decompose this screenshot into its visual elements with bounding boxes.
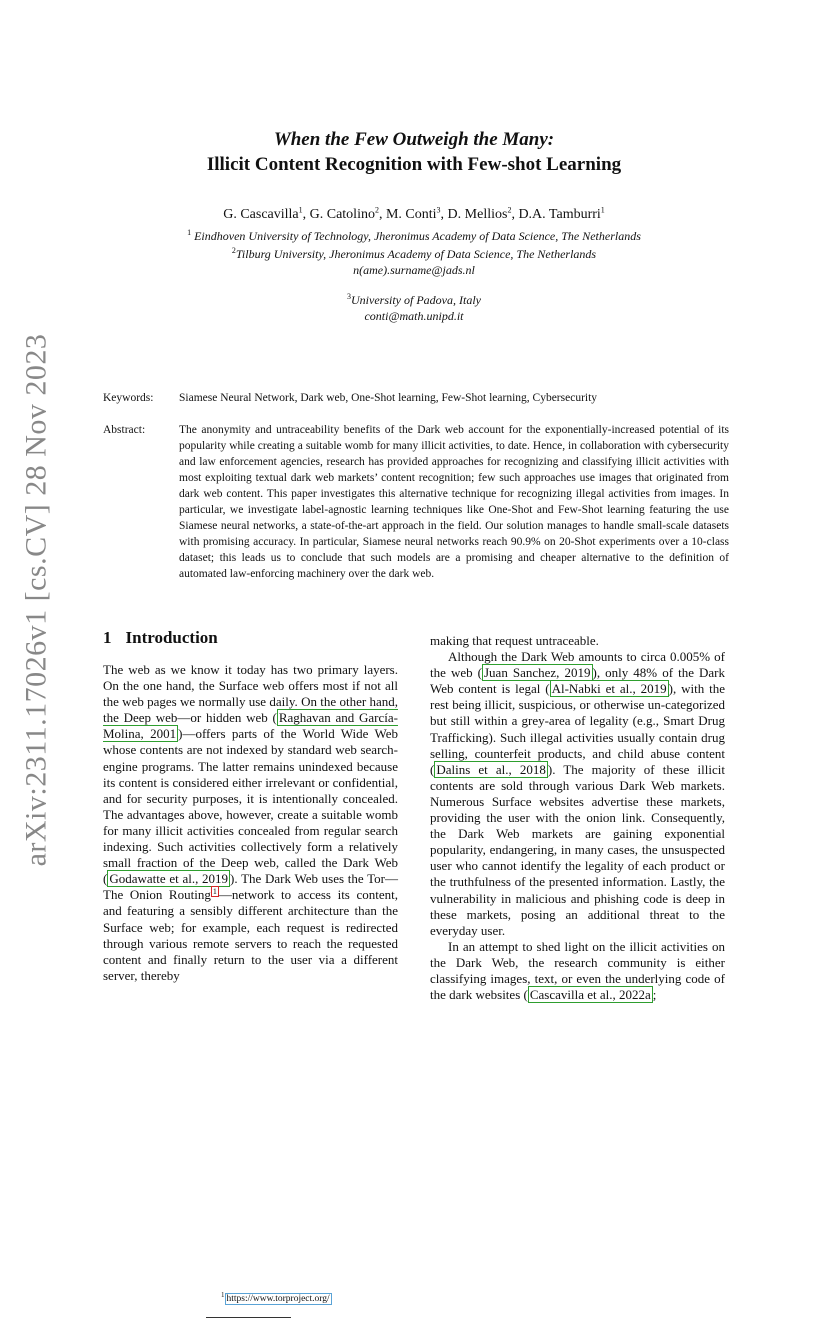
abstract-text: The anonymity and untraceability benefits of the Dark web account for the exponentially-increased potential of its popularity while creating a suitable womb for many illicit activities, to date. Hence, in collaboration with cybersecurity and law enforcement agencies, research has provided approaches for recognizing and classifying illicit activities with most exploiting textual dark web markets’ content recognition; few such approaches use images that originated from dark web content. This paper investigates this alternative technique for recognizing illegal activities from images. In particular, we investigate label-agnostic learning techniques like One-Shot and Few-Shot learning featuring the use Siamese neural networks, a state-of-the-art approach in the field. Our solution manages to handle small-scale datasets with promising accuracy. In particular, Siamese neural networks reach 90.9% on 20-Shot experiments over a 10-class dataset; this leads us to conclude that such models are a promising and cheaper alternative to the definition of automated law-enforcing machinery over the dark web.: [179, 424, 729, 580]
citation-link[interactable]: Dalins et al., 2018: [436, 761, 546, 777]
author: G. Cascavilla: [223, 207, 299, 222]
email-1: n(ame).surname@jads.nl: [353, 263, 475, 277]
author-affil-mark: 1: [298, 205, 303, 215]
arxiv-id: arXiv:2311.17026v1 [cs.CV] 28 Nov 2023: [19, 333, 52, 867]
footnote-url-link[interactable]: https://www.torproject.org/: [226, 1294, 330, 1304]
author-affil-mark: 2: [507, 205, 512, 215]
author-affil-mark: 2: [374, 205, 379, 215]
affiliation-3: $^3$University of Padova, Italy: [347, 292, 481, 307]
section-heading: [103, 628, 218, 648]
citation-link[interactable]: Godawatte et al., 2019: [109, 871, 229, 887]
author: D.A. Tamburri: [518, 207, 601, 222]
citation-link[interactable]: Cascavilla et al., 2022a: [529, 987, 651, 1003]
affiliation-2: $^2$Tilburg University, Jheronimus Academy of Data Science, The Netherlands: [231, 246, 597, 261]
paragraph: making that request untraceable.: [430, 633, 599, 648]
right-column: [430, 633, 725, 1003]
email-2: conti@math.unipd.it: [364, 309, 464, 323]
section-title: Introduction: [125, 628, 218, 647]
citation-link[interactable]: Juan Sanchez, 2019: [483, 665, 591, 681]
author-affil-mark: 1: [600, 205, 605, 215]
author-list: G. Cascavilla$^1$, G. Catolino$^2$, M. Conti$^3$, D. Mellios$^2$, D.A. Tamburri$^1$: [223, 205, 605, 222]
title-line-2: Illicit Content Recognition with Few-shot Learning: [206, 154, 622, 175]
footnote-ref-link[interactable]: 1: [212, 886, 217, 896]
footnote: $^1$ https://www.torproject.org/: [221, 1290, 330, 1304]
keywords-label: Keywords:: [103, 392, 154, 404]
paragraph: The web as we know it today has two primary layers. On the one hand, the Surface web offers most if not all the web pages we normally use daily. On the other hand, the Deep web—or hidden web ( Raghavan and García-Molina, 2001 )—offers parts of the World Wide Web whose contents are not indexed by standard web search-engine programs. The latter remains unindexed because its content is considered either irrelevant or confidential, and for security purposes, it is intentionally concealed. The advantages above, however, create a suitable womb for many illicit activities concealed from regular search indexing. Such activities collectively form a relatively small fraction of the Deep web, called the Dark Web ( Godawatte et al., 2019 ). The Dark Web uses the Tor—The Onion Routing $^1$ —network to access its content, and featuring a sensibly different architecture than the Surface web; for example, each request is redirected through various remote servers to reach the requested content and finally return to the user via a different server, thereby: [103, 662, 398, 983]
paper-title: [0, 127, 828, 177]
paragraph: Although the Dark Web amounts to circa 0.005% of the web ( Juan Sanchez, 2019 ), only 48% of the Dark Web content is legal ( Al-Nabki et al., 2019 ), with the rest being illicit, suspicious, or otherwise un-categorized but still within a grey-area of legality (e.g., Smart Drug Trafficking). Such illegal activities usually contain drug selling, counterfeit products, and child abuse content ( Dalins et al., 2018 ). The majority of these illicit contents are sold through various Dark Web markets. Numerous Surface websites advertise these markets, providing the user with the onion link. Consequently, the Dark Web markets are gaining exponential popularity, endangering, in many cases, the unsuspected user who cannot identify the legality of each product or the truthfulness of the presented information. Lastly, the vulnerability in malicious and phishing code is deep in these markets, posing an additional threat to the everyday user.: [430, 649, 726, 938]
citation-link[interactable]: Al-Nabki et al., 2019: [551, 681, 667, 697]
author: M. Conti: [385, 207, 437, 222]
paragraph: In an attempt to shed light on the illicit activities on the Dark Web, the research community is either classifying images, text, or even the underlying code of the dark websites ( Cascavilla et al., 2022a ;: [430, 938, 725, 1003]
author: G. Catolino: [309, 207, 375, 222]
affiliation-1: $^1$ Eindhoven University of Technology, Jheronimus Academy of Data Science, The Netherlands: [187, 228, 641, 243]
citation-link[interactable]: Raghavan and García-Molina, 2001: [103, 710, 398, 742]
abstract-label: Abstract:: [103, 424, 146, 436]
arxiv-sidebar-stamp: [12, 333, 60, 867]
title-line-1: When the Few Outweigh the Many:: [273, 129, 555, 150]
author-affil-mark: 3: [436, 205, 441, 215]
left-column: [103, 662, 398, 1304]
keywords-text: Siamese Neural Network, Dark web, One-Shot learning, Few-Shot learning, Cybersecurity: [179, 392, 598, 404]
section-number: 1: [103, 628, 112, 647]
author: D. Mellios: [447, 207, 508, 222]
